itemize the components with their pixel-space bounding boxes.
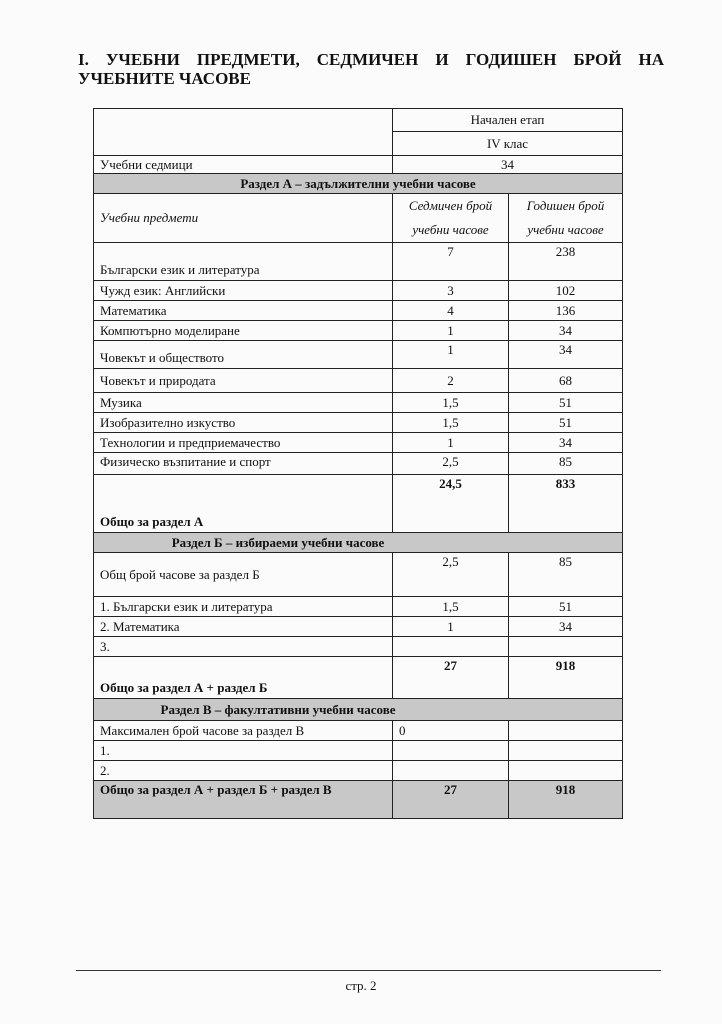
subject-yearly: 85: [509, 453, 623, 475]
subject-name: Изобразително изкуство: [94, 413, 393, 433]
total-ab-yearly: 918: [509, 657, 623, 699]
b-item-name: 1. Български език и литература: [94, 597, 393, 617]
subject-weekly: 2: [393, 369, 509, 393]
c-max-weekly: 0: [393, 721, 509, 741]
total-a-yearly: 833: [509, 475, 623, 533]
table-row: [94, 761, 623, 781]
section-c-row: [94, 699, 623, 721]
subject-weekly: 1: [393, 433, 509, 453]
subject-name: Чужд език: Английски: [94, 281, 393, 301]
b-item-name: 2. Математика: [94, 617, 393, 637]
section-b-row: [94, 533, 623, 553]
table-row: [94, 393, 623, 413]
table-row: [94, 453, 623, 475]
subject-weekly: 1,5: [393, 393, 509, 413]
page-title: I. УЧЕБНИ ПРЕДМЕТИ, СЕДМИЧЕН И ГОДИШЕН БРОЙ НА УЧЕБНИТЕ ЧАСОВЕ: [78, 50, 664, 88]
total-abc-yearly: 918: [509, 781, 623, 819]
subject-yearly: 34: [509, 341, 623, 369]
b-item-weekly: [393, 637, 509, 657]
total-abc-label: Общо за раздел А + раздел Б + раздел В: [94, 781, 393, 819]
table-row: [94, 433, 623, 453]
col-subjects-header: Учебни предмети: [94, 194, 393, 243]
subject-yearly: 34: [509, 321, 623, 341]
subject-weekly: 1: [393, 341, 509, 369]
subject-name: Човекът и обществото: [94, 341, 393, 369]
b-item-weekly: 1,5: [393, 597, 509, 617]
subject-weekly: 3: [393, 281, 509, 301]
subject-weekly: 2,5: [393, 453, 509, 475]
empty-header-cell: [94, 109, 393, 156]
col-yearly-header: Годишен брой учебни часове: [509, 194, 623, 243]
section-c-heading: [94, 699, 623, 721]
total-ab-label: Общо за раздел А + раздел Б: [94, 657, 393, 699]
table-row: [94, 369, 623, 393]
b-total-hours-label: Общ брой часове за раздел Б: [94, 553, 393, 597]
total-a-weekly: 24,5: [393, 475, 509, 533]
b-item-name: 3.: [94, 637, 393, 657]
subject-name: Технологии и предприемачество: [94, 433, 393, 453]
subject-weekly: 1,5: [393, 413, 509, 433]
c-max-yearly: [509, 721, 623, 741]
c-item-yearly: [509, 741, 623, 761]
subject-name: Човекът и природата: [94, 369, 393, 393]
table-row: [94, 741, 623, 761]
total-ab-row: [94, 657, 623, 699]
c-item-name: 1.: [94, 741, 393, 761]
col-weekly-header: Седмичен брой учебни часове: [393, 194, 509, 243]
section-b-heading: [94, 533, 623, 553]
b-item-yearly: 34: [509, 617, 623, 637]
weeks-label: Учебни седмици: [94, 156, 393, 174]
subject-yearly: 51: [509, 393, 623, 413]
c-item-yearly: [509, 761, 623, 781]
table-row: [94, 301, 623, 321]
table-row: [94, 281, 623, 301]
subject-yearly: 136: [509, 301, 623, 321]
b-item-yearly: [509, 637, 623, 657]
table-row: [94, 109, 623, 132]
subject-name: Музика: [94, 393, 393, 413]
subject-yearly: 34: [509, 433, 623, 453]
total-abc-weekly: 27: [393, 781, 509, 819]
weeks-value: 34: [393, 156, 623, 174]
curriculum-table: [93, 108, 623, 819]
table-row: [94, 617, 623, 637]
c-item-name: 2.: [94, 761, 393, 781]
table-row: [94, 637, 623, 657]
page-number: стр. 2: [345, 978, 377, 993]
subject-name: Математика: [94, 301, 393, 321]
grade-header: IV клас: [393, 132, 623, 156]
subject-name: Български език и литература: [94, 243, 393, 281]
b-item-yearly: 51: [509, 597, 623, 617]
section-b-heading-text: Раздел Б – избираеми учебни часове: [171, 534, 385, 550]
b-total-hours-yearly: 85: [509, 553, 623, 597]
subject-weekly: 7: [393, 243, 509, 281]
subject-weekly: 4: [393, 301, 509, 321]
table-row: [94, 243, 623, 281]
section-c-heading-text: Раздел В – факултативни учебни часове: [160, 701, 396, 717]
table-row: [94, 553, 623, 597]
total-a-label: Общо за раздел А: [94, 475, 393, 533]
total-abc-row: [94, 781, 623, 819]
subject-yearly: 102: [509, 281, 623, 301]
subject-yearly: 68: [509, 369, 623, 393]
subject-yearly: 238: [509, 243, 623, 281]
table-row: [94, 413, 623, 433]
table-row: [94, 721, 623, 741]
b-total-hours-weekly: 2,5: [393, 553, 509, 597]
subject-yearly: 51: [509, 413, 623, 433]
subject-weekly: 1: [393, 321, 509, 341]
section-a-row: [94, 174, 623, 194]
table-row: [94, 321, 623, 341]
subject-name: Физическо възпитание и спорт: [94, 453, 393, 475]
total-ab-weekly: 27: [393, 657, 509, 699]
c-item-weekly: [393, 761, 509, 781]
b-item-weekly: 1: [393, 617, 509, 637]
c-max-label: Максимален брой часове за раздел В: [94, 721, 393, 741]
section-a-heading: Раздел А – задължителни учебни часове: [94, 174, 623, 194]
stage-header: Начален етап: [393, 109, 623, 132]
table-row: [94, 341, 623, 369]
subject-name: Компютърно моделиране: [94, 321, 393, 341]
footer-divider: [76, 970, 661, 971]
c-item-weekly: [393, 741, 509, 761]
table-row: [94, 597, 623, 617]
weeks-row: [94, 156, 623, 174]
total-a-row: [94, 475, 623, 533]
column-header-row: [94, 194, 623, 243]
